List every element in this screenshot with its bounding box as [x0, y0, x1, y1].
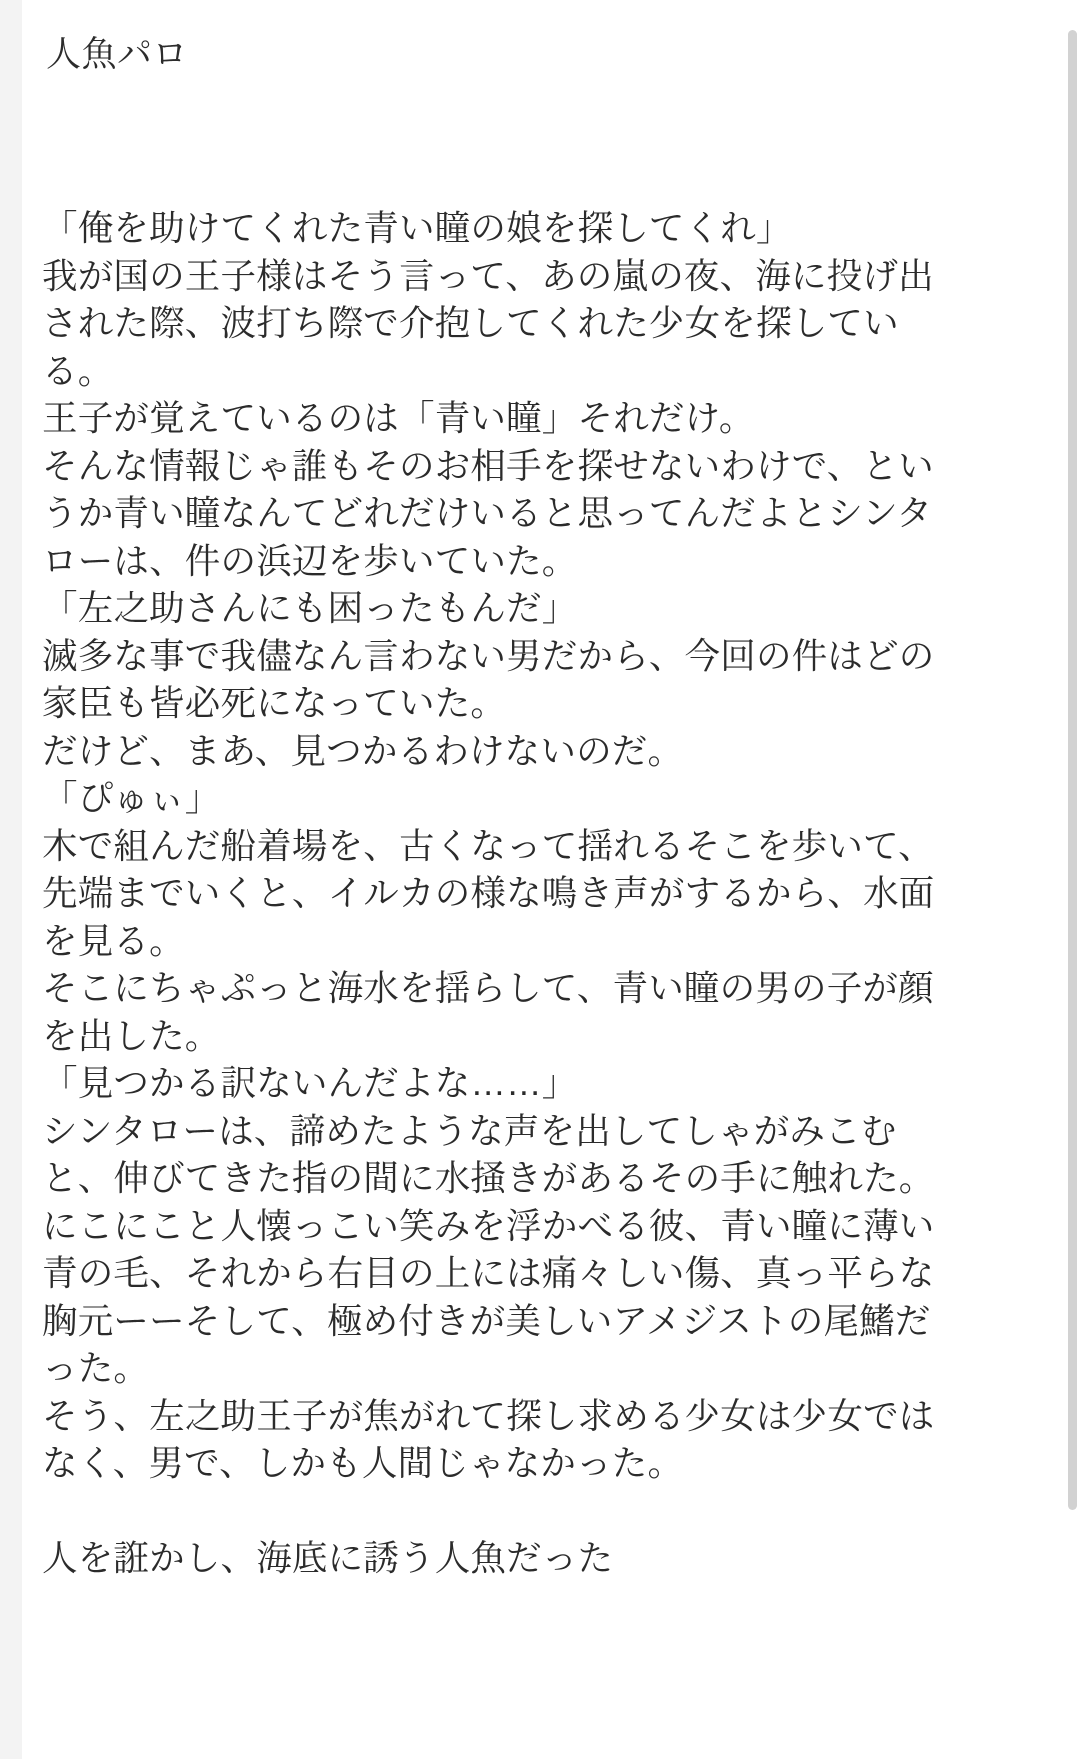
paragraph: だけど、まあ、見つかるわけないのだ。 [42, 730, 684, 771]
document-body [42, 205, 942, 1582]
page-title: 人魚パロ [46, 35, 189, 74]
paragraph: そう、左之助王子が焦がれて探し求める少女は少女ではなく、男で、しかも人間じゃなかった。 [42, 1395, 935, 1483]
paragraph: 木で組んだ船着場を、古くなって揺れるそこを歩いて、先端までいくと、イルカの様な鳴き声がするから、水面を見る。 [42, 825, 935, 961]
paragraph: 「ぴゅぃ」 [42, 778, 221, 818]
paragraph: 滅多な事で我儘なん言わない男だから、今回の件はどの家臣も皆必死になっていた。 [42, 635, 935, 723]
paragraph: そこにちゃぷっと海水を揺らして、青い瞳の男の子が顔を出した。 [42, 968, 934, 1056]
paragraph: そんな情報じゃ誰もそのお相手を探せないわけで、というか青い瞳なんてどれだけいると思ってんだよとシンタローは、件の浜辺を歩いていた。 [42, 445, 934, 581]
paragraph: 王子が覚えているのは「青い瞳」それだけ。 [42, 398, 755, 438]
paragraph: 「俺を助けてくれた青い瞳の娘を探してくれ」 [42, 208, 792, 248]
document-page [22, 0, 1080, 1759]
vertical-scrollbar[interactable] [1064, 0, 1080, 1759]
paragraph: にこにこと人懐っこい笑みを浮かべる彼、青い瞳に薄い青の毛、それから右目の上には痛々しい傷、真っ平らな胸元ーーそして、極め付きが美しいアメジストの尾鰭だった。 [42, 1205, 935, 1388]
scrollbar-thumb[interactable] [1068, 30, 1077, 1510]
paragraph: 人を誑かし、海底に誘う人魚だった [42, 1537, 614, 1578]
paragraph: シンタローは、諦めたような声を出してしゃがみこむと、伸びてきた指の間に水掻きがあるその手に触れた。 [42, 1110, 935, 1198]
paragraph: 「見つかる訳ないんだよな……」 [42, 1063, 578, 1103]
paragraph: 我が国の王子様はそう言って、あの嵐の夜、海に投げ出された際、波打ち際で介抱してくれた少女を探している。 [42, 255, 934, 391]
left-gutter [0, 0, 23, 1759]
paragraph: 「左之助さんにも困ったもんだ」 [42, 588, 578, 628]
